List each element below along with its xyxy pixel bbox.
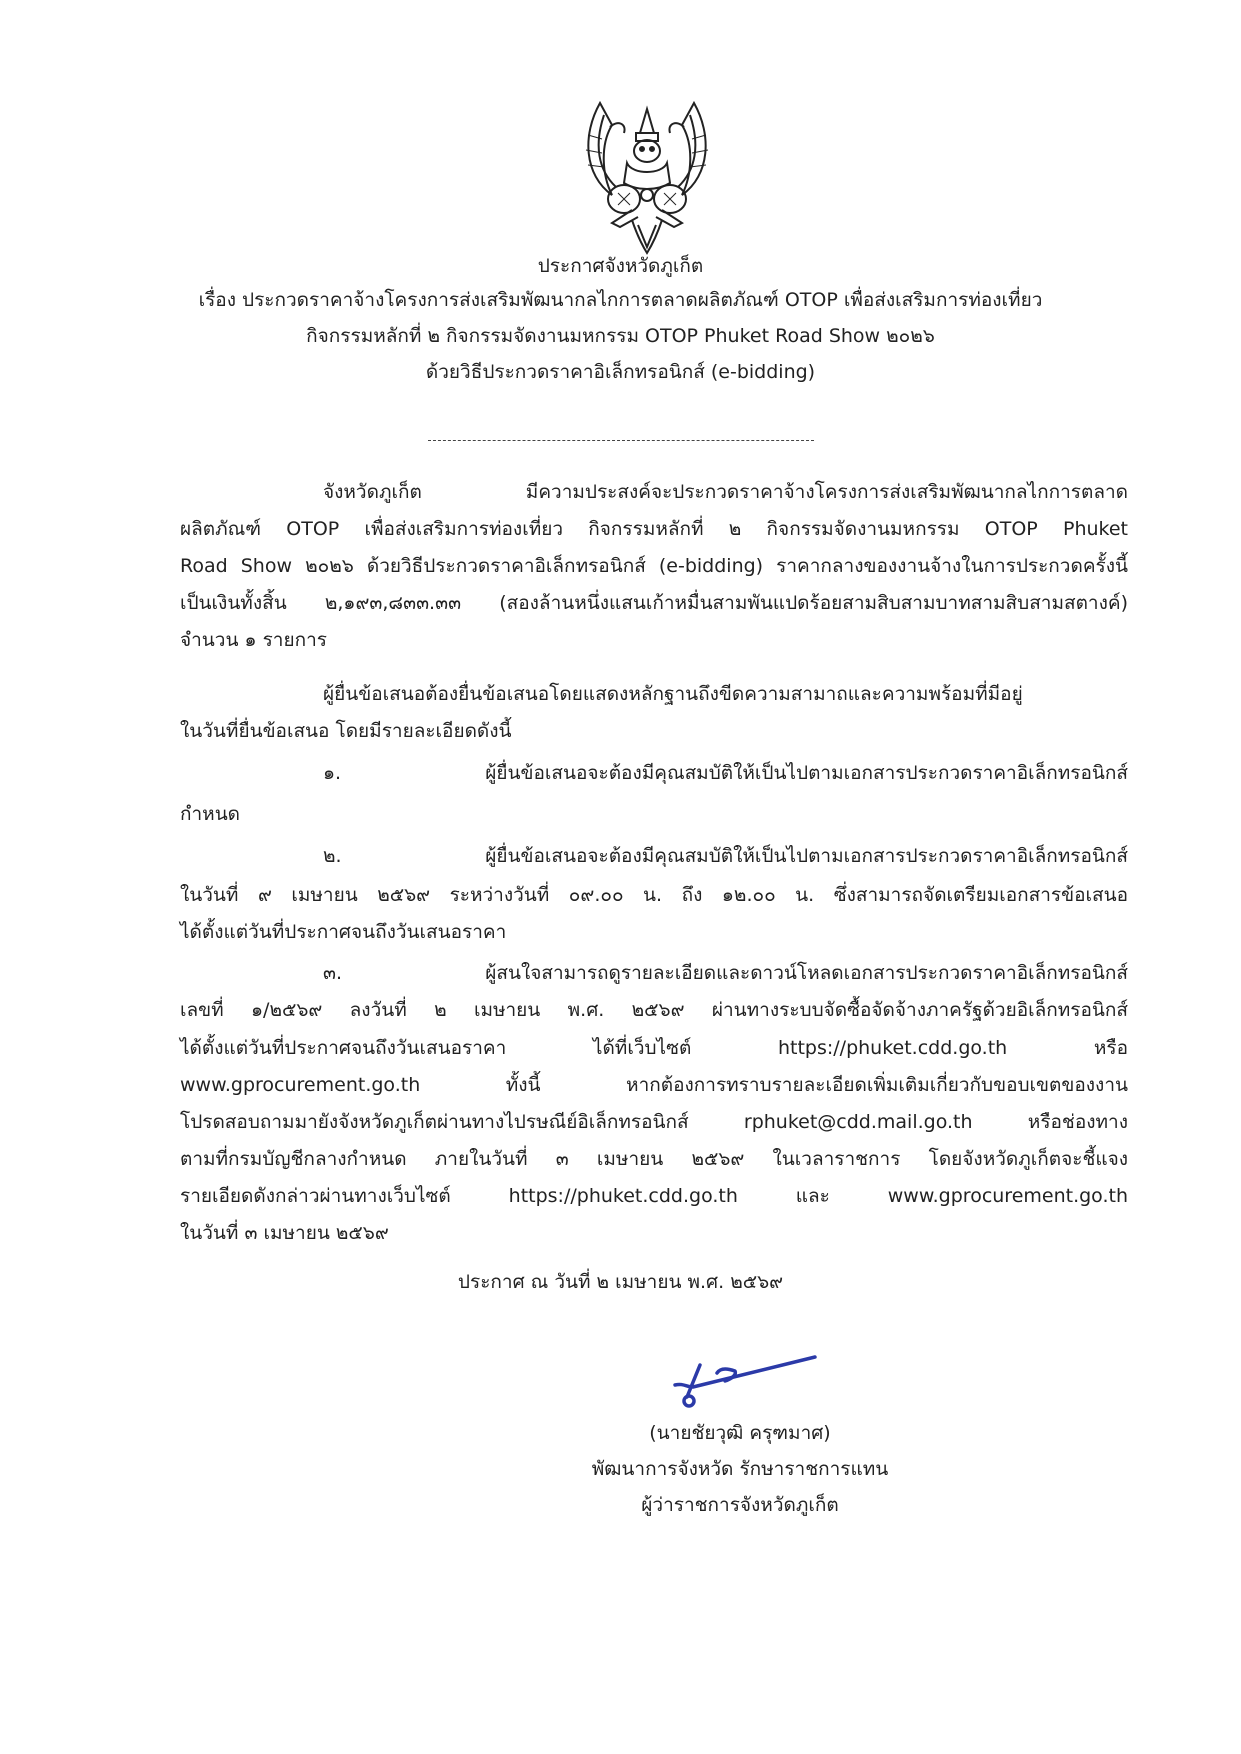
item-3-line: โปรดสอบถามมายังจังหวัดภูเก็ตผ่านทางไปรษณีย์อิเล็กทรอนิกส์ rphuket@cdd.mail.go.th หรือช่องทาง xyxy=(180,1111,1128,1133)
intro-line: ผลิตภัณฑ์ OTOP เพื่อส่งเสริมการท่องเที่ยว กิจกรรมหลักที่ ๒ กิจกรรมจัดงานมหกรรม OTOP Phuket xyxy=(180,518,1128,540)
requirements-intro-line: ผู้ยื่นข้อเสนอต้องยื่นข้อเสนอโดยแสดงหลักฐานถึงขีดความสามาถและความพร้อมที่มีอยู่ xyxy=(323,683,1023,705)
subject-line-2: กิจกรรมหลักที่ ๒ กิจกรรมจัดงานมหกรรม OTOP Phuket Road Show ๒๐๒๖ xyxy=(306,325,935,347)
subject-line-3: ด้วยวิธีประกวดราคาอิเล็กทรอนิกส์ (e-bidding) xyxy=(425,361,816,383)
item-3-line: ในวันที่ ๓ เมษายน ๒๕๖๙ xyxy=(180,1222,389,1244)
signature-icon xyxy=(665,1335,835,1415)
requirements-intro-line: ในวันที่ยื่นข้อเสนอ โดยมีรายละเอียดดังนี้ xyxy=(180,720,512,742)
signer-position: พัฒนาการจังหวัด รักษาราชการแทน xyxy=(591,1458,889,1480)
announcement-title: ประกาศจังหวัดภูเก็ต xyxy=(537,255,704,277)
item-1-line: กำหนด xyxy=(180,803,241,825)
item-3-line: ตามที่กรมบัญชีกลางกำหนด ภายในวันที่ ๓ เมษายน ๒๕๖๙ ในเวลาราชการ โดยจังหวัดภูเก็ตจะชี้แจง xyxy=(180,1148,1128,1170)
item-1-line: ๑. ผู้ยื่นข้อเสนอจะต้องมีคุณสมบัติให้เป็นไปตามเอกสารประกวดราคาอิเล็กทรอนิกส์ xyxy=(323,762,1128,784)
item-3-line: ได้ตั้งแต่วันที่ประกาศจนถึงวันเสนอราคา ได้ที่เว็บไซต์ https://phuket.cdd.go.th หรือ xyxy=(180,1037,1128,1059)
subject-line-1: เรื่อง ประกวดราคาจ้างโครงการส่งเสริมพัฒนากลไกการตลาดผลิตภัณฑ์ OTOP เพื่อส่งเสริมการท่องเที่ยว xyxy=(198,289,1043,311)
intro-line: Road Show ๒๐๒๖ ด้วยวิธีประกวดราคาอิเล็กทรอนิกส์ (e-bidding) ราคากลางของงานจ้างในการประกวดครั้งนี้ xyxy=(180,555,1128,577)
item-2-line: ๒. ผู้ยื่นข้อเสนอจะต้องมีคุณสมบัติให้เป็นไปตามเอกสารประกวดราคาอิเล็กทรอนิกส์ xyxy=(323,845,1128,867)
item-3-line: www.gprocurement.go.th ทั้งนี้ หากต้องการทราบรายละเอียดเพิ่มเติมเกี่ยวกับขอบเขตของงาน xyxy=(180,1074,1128,1096)
item-3-line: เลขที่ ๑/๒๕๖๙ ลงวันที่ ๒ เมษายน พ.ศ. ๒๕๖๙ ผ่านทางระบบจัดซื้อจัดจ้างภาครัฐด้วยอิเล็กทรอนิกส์ xyxy=(180,999,1128,1021)
intro-line: จำนวน ๑ รายการ xyxy=(180,629,327,651)
item-2-line: ในวันที่ ๙ เมษายน ๒๕๖๙ ระหว่างวันที่ ๐๙.๐๐ น. ถึง ๑๒.๐๐ น. ซึ่งสามารถจัดเตรียมเอกสารข้อเสนอ xyxy=(180,884,1128,906)
intro-line: เป็นเงินทั้งสิ้น ๒,๑๙๓,๘๓๓.๓๓ (สองล้านหนึ่งแสนเก้าหมื่นสามพันแปดร้อยสามสิบสามบาทสามสิบสามสตางค์) xyxy=(180,592,1128,614)
signer-title: ผู้ว่าราชการจังหวัดภูเก็ต xyxy=(641,1494,839,1516)
item-3-line: รายเอียดดังกล่าวผ่านทางเว็บไซต์ https://phuket.cdd.go.th และ www.gprocurement.go.th xyxy=(180,1185,1128,1207)
announcement-date: ประกาศ ณ วันที่ ๒ เมษายน พ.ศ. ๒๕๖๙ xyxy=(457,1271,784,1293)
intro-line: จังหวัดภูเก็ต มีความประสงค์จะประกวดราคาจ้างโครงการส่งเสริมพัฒนากลไกการตลาด xyxy=(323,481,1128,503)
signer-name: (นายชัยวุฒิ ครุฑมาศ) xyxy=(649,1422,831,1444)
header-divider xyxy=(428,440,814,441)
item-2-line: ได้ตั้งแต่วันที่ประกาศจนถึงวันเสนอราคา xyxy=(180,921,507,943)
item-3-line: ๓. ผู้สนใจสามารถดูรายละเอียดและดาวน์โหลดเอกสารประกวดราคาอิเล็กทรอนิกส์ xyxy=(323,962,1128,984)
garuda-emblem-icon xyxy=(572,95,722,255)
